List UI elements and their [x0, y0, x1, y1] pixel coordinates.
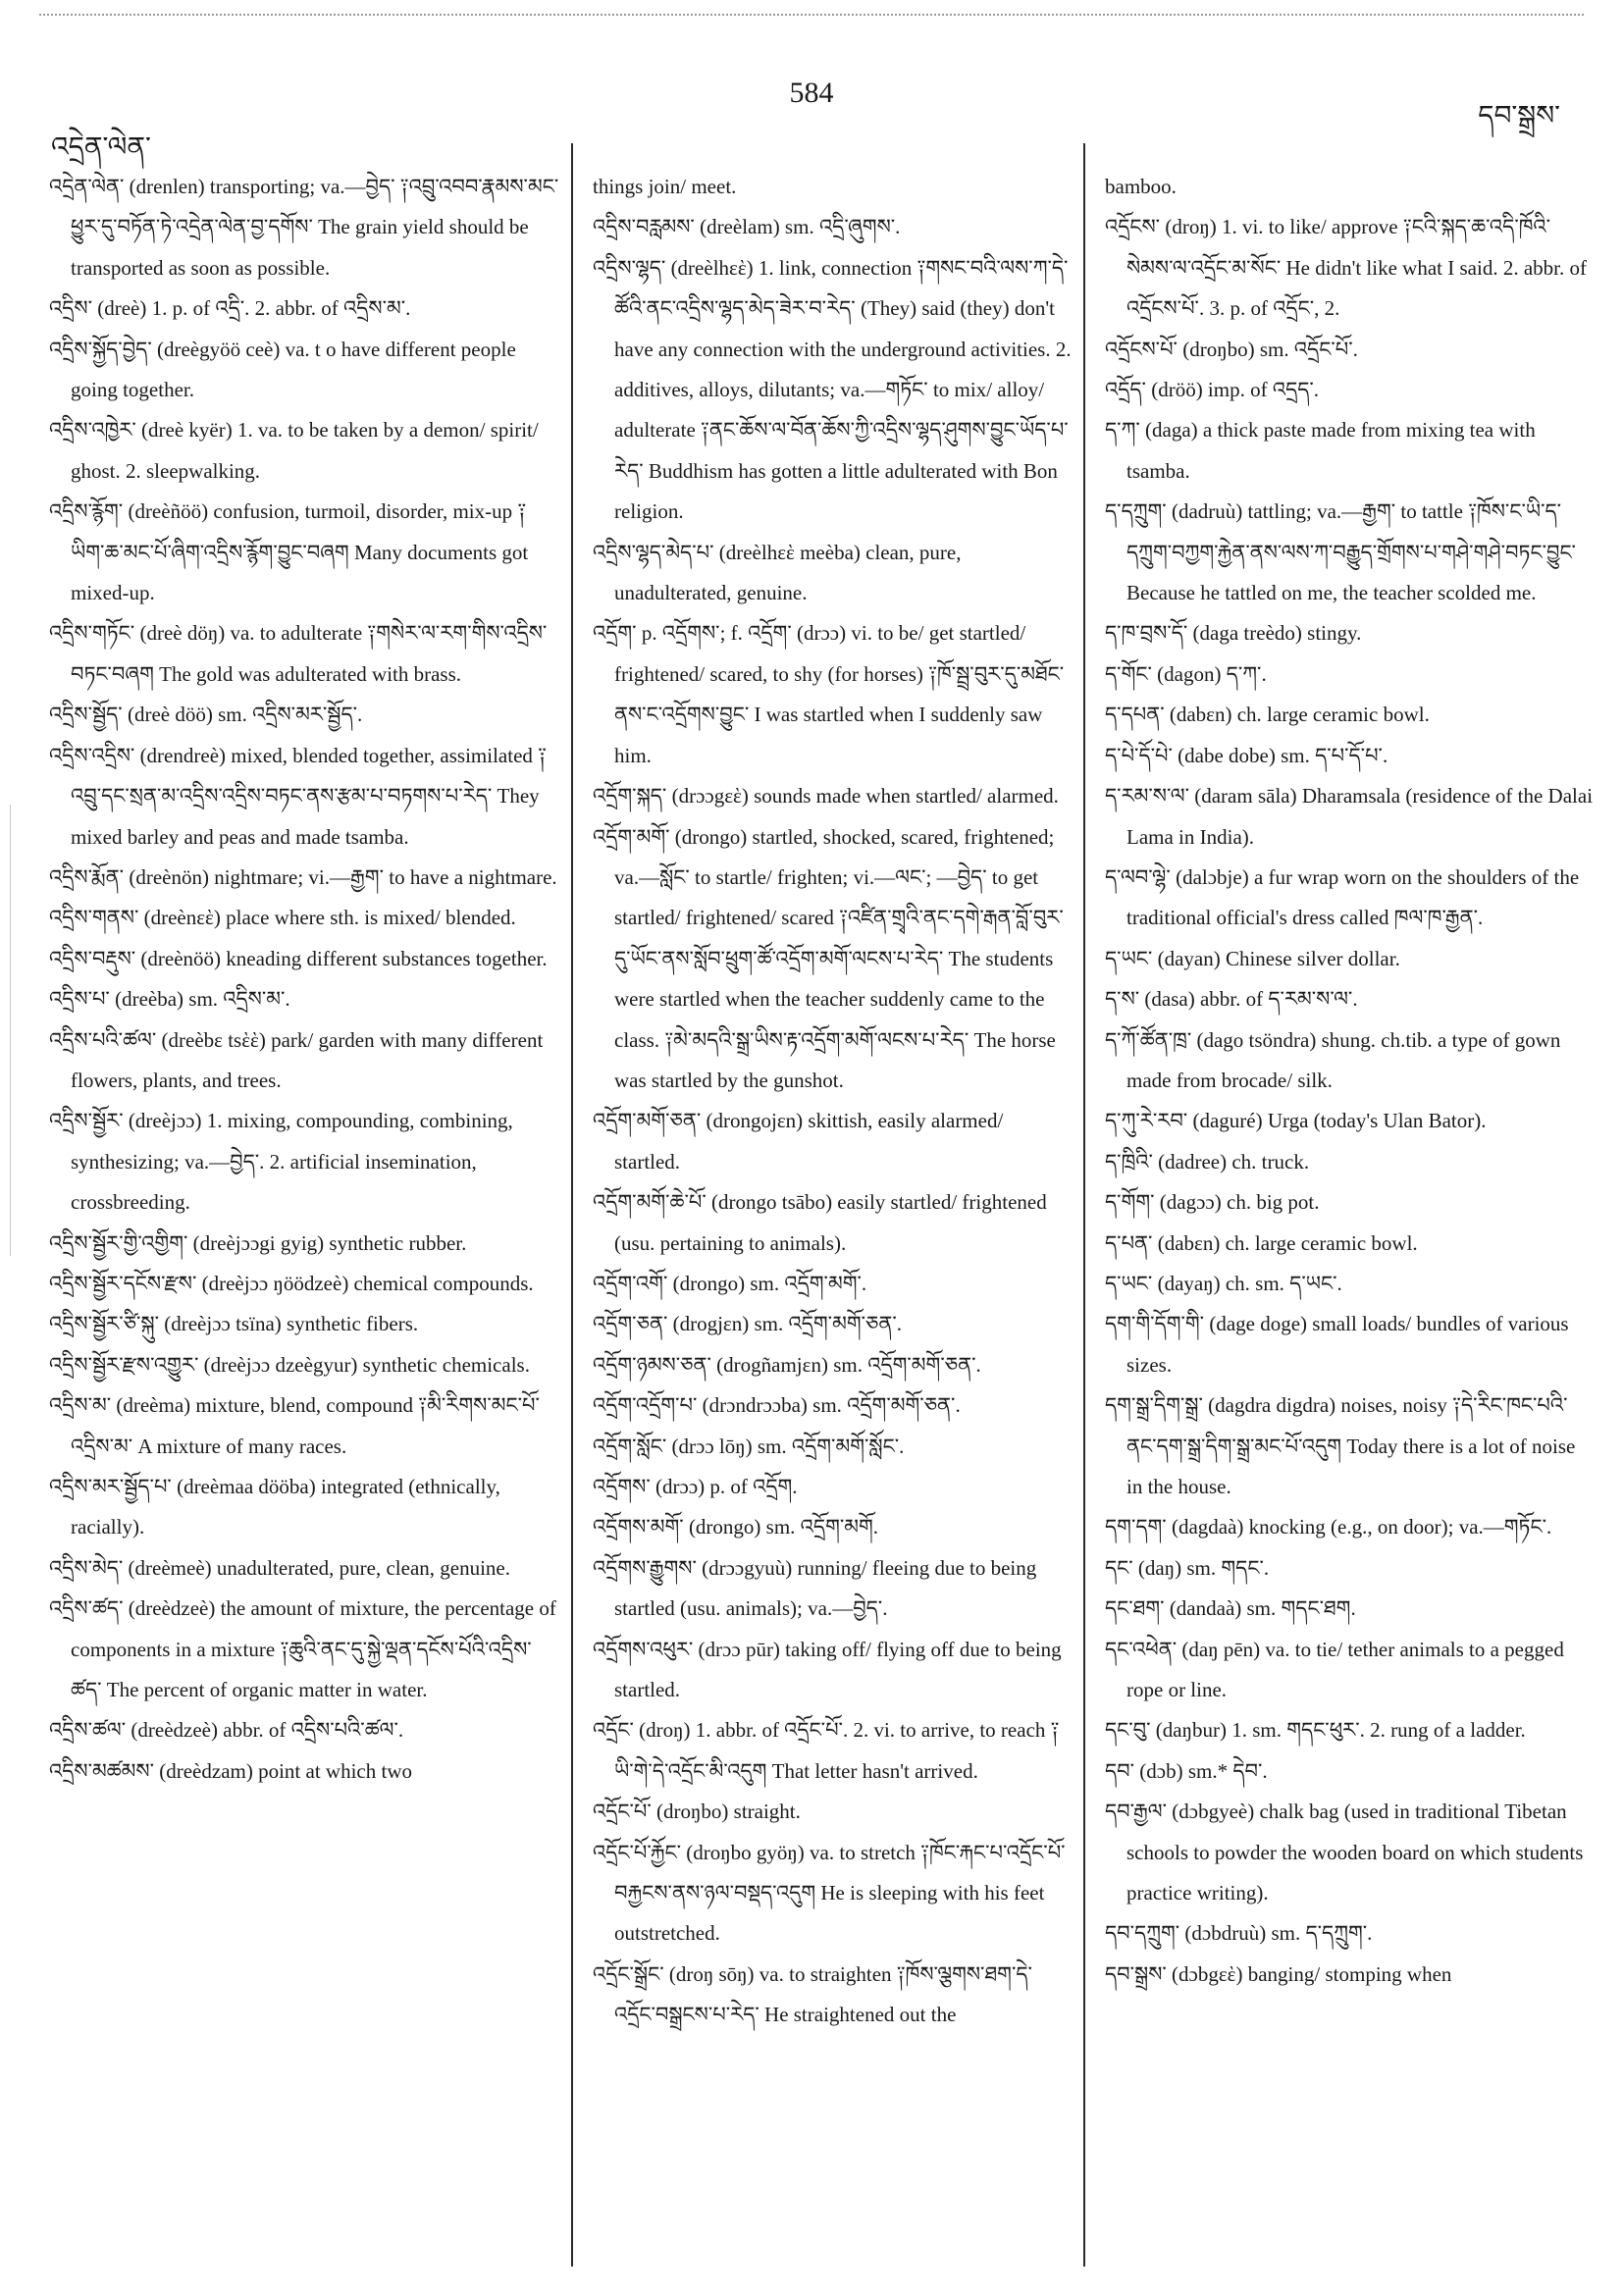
dictionary-entry: འདྲིས་རྨོན་ (dreènön) nightmare; vi.—རྒྱག་ to have a nightmare.	[49, 864, 557, 889]
dictionary-entry: དང་ (daŋ) sm. གདང་.	[1105, 1555, 1270, 1580]
dictionary-entry: འདྲིས་བརླམས་ (dreèlam) sm. འདྲི་ཞུགས་.	[593, 215, 901, 239]
dictionary-entry: ད་གོང་ (dagon) ད་ཀ་.	[1105, 661, 1267, 686]
dictionary-entry: འདྲིས་འཁྱེར་ (dreè kyër) 1. va. to be taken by a demon/ spirit/ ghost. 2. sleepwalking.	[49, 418, 539, 483]
dictionary-entry: ད་ཀོ་ཚོན་ཁྲ་ (dago tsöndra) shung. ch.tib. a type of gown made from brocade/ silk.	[1105, 1027, 1561, 1092]
dictionary-entry: ད་ཁ་བྲས་དོ་ (daga treèdo) stingy.	[1105, 621, 1362, 646]
dictionary-entry: འདྲོགས་ (drɔɔ) p. of འདྲོག.	[593, 1475, 798, 1498]
dictionary-entry: ད་གོག་ (dagɔɔ) ch. big pot.	[1105, 1190, 1320, 1215]
dictionary-entry: འདྲིས་པ་ (dreèba) sm. འདྲིས་མ་.	[49, 987, 290, 1012]
dictionary-entry: འདྲིས་མར་སྦྱོད་པ་ (dreèmaa dööba) integrated (ethnically, racially).	[49, 1475, 500, 1539]
dictionary-entry: འདྲིས་བརྡུས་ (dreènöö) kneading different substances together.	[49, 946, 548, 970]
dictionary-entry: འདྲིས་མེད་ (dreèmeè) unadulterated, pure, clean, genuine.	[49, 1555, 510, 1580]
dictionary-entry: འདྲོང་སྒྲོང་ (droŋ sōŋ) va. to straighten ༑ཁོས་ལྕགས་ཐག་དེ་འདྲོང་བསྒྲངས་པ་རེད་ He straightened out the	[593, 1961, 1032, 2027]
dictionary-entry: ད་པེ་དོ་པེ་ (dabe dobe) sm. ད་པ་དོ་པ་.	[1105, 743, 1388, 767]
dictionary-entry: ད་དཀྲུག་ (dadruù) tattling; va.—རྒྱག་ to tattle ༑ཁོས་ང་ཡི་ད་དཀྲུག་བཀྱག་རྐྱེན་ནས་ལས་ཀ་བརྒྱུད་གྲོགས་པ་གཤེ་གཤེ་བཏང་བྱུང་ Because he tattled on me, the teacher scolded me.	[1105, 499, 1576, 605]
dictionary-entry: འདྲིས་ལྷད་ (dreèlhεὲ) 1. link, connection ༑གསང་བའི་ལས་ཀ་དེ་ཚོའི་ནང་འདྲིས་ལྷད་མེད་ཟེར་བ་རེད་ (They) said (they) don't have any connection with the underground activities. 2. additives, alloys, dilutants; va.—གཏོང་ to mix/ alloy/ adulterate ༑ནང་ཆོས་ལ་བོན་ཆོས་ཀྱི་འདྲིས་ལྷད་ཤུགས་བྱུང་ཡོད་པ་རེད་ Buddhism has gotten a little adulterated with Bon religion.	[593, 255, 1072, 524]
dictionary-entry: ད་ལབ་ལྷེ་ (dalɔbje) a fur wrap worn on the shoulders of the traditional official's dress called ཁལ་ཁ་རྒྱན་.	[1105, 864, 1580, 930]
dictionary-entry: འདྲིས་ཚད་ (dreèdzeè) the amount of mixture, the percentage of components in a mixture ༑ཆུའི་ནང་དུ་སྐྱེ་ལྡན་དངོས་པོའི་འདྲིས་ཚད་ The percent of organic matter in water.	[49, 1596, 556, 1702]
dictionary-entry: ད་ཁྲིའི་ (dadree) ch. truck.	[1105, 1149, 1310, 1174]
scan-margin-line	[10, 805, 11, 1256]
dictionary-entry: ད་ས་ (dasa) abbr. of ད་རམ་ས་ལ་.	[1105, 987, 1358, 1012]
running-head-right: དབ་སྒྲས་	[1478, 101, 1560, 131]
dictionary-entry: འདྲིས་ཚལ་ (dreèdzeè) abbr. of འདྲིས་པའི་ཚལ་.	[49, 1718, 404, 1743]
running-head-left: འདྲེན་ལེན་	[51, 132, 151, 163]
dictionary-entry: འདྲོག་མགོ་ཆེ་པོ་ (drongo tsābo) easily startled/ frightened (usu. pertaining to animals).	[593, 1190, 1047, 1255]
dictionary-entry: འདྲིས་གནས་ (dreènεὲ) place where sth. is mixed/ blended.	[49, 906, 516, 930]
dictionary-entry: things join/ meet.	[593, 175, 737, 198]
dictionary-entry: འདྲོངས་ (droŋ) 1. vi. to like/ approve ༑ངའི་སྐད་ཆ་འདི་ཁོའི་སེམས་ལ་འདྲོང་མ་སོང་ He didn't like what I said. 2. abbr. of འདྲོངས་པོ་. 3. p. of འདྲོང་, 2.	[1105, 215, 1587, 321]
dictionary-entry: འདྲིས་སྦྱོད་ (dreè döö) sm. འདྲིས་མར་སྦྱོད་.	[49, 703, 363, 727]
dictionary-entry: ད་ཀུ་རེ་རབ་ (daguré) Urga (today's Ulan Bator).	[1105, 1109, 1487, 1133]
dictionary-entry: འདྲིས་སྦྱོར་གྱི་འགྱིག་ (dreèjɔɔgi gyig) synthetic rubber.	[49, 1230, 467, 1255]
dictionary-entry: འདྲིས་ (dreè) 1. p. of འདྲི་. 2. abbr. of འདྲིས་མ་.	[49, 296, 411, 321]
dictionary-entry: འདྲིས་སྦྱོར་རྫས་འགྱུར་ (dreèjɔɔ dzeègyur) synthetic chemicals.	[49, 1352, 530, 1377]
dictionary-entry: འདྲིས་སྐྱོད་བྱེད་ (dreègyöö ceè) va. t o have different people going together.	[49, 337, 516, 402]
dictionary-entry: ད་པན་ (dabεn) ch. large ceramic bowl.	[1105, 1230, 1418, 1255]
dictionary-entry: འདྲོགས་མགོ་ (drongo) sm. འདྲོག་མགོ.	[593, 1515, 879, 1539]
dictionary-entry: འདྲོག་འདྲོག་པ་ (drɔndrɔɔba) sm. འདྲོག་མགོ་ཅན་.	[593, 1393, 961, 1418]
dictionary-entry: འདྲིས་རྙོག་ (dreèñöö) confusion, turmoil, disorder, mix-up ༑ཡིག་ཆ་མང་པོ་ཞིག་འདྲིས་རྙོག་བྱུང་བཞག Many documents got mixed-up.	[49, 499, 529, 605]
dictionary-entry: འདྲིས་སྦྱོར་དངོས་རྫས་ (dreèjɔɔ ŋöödzeè) chemical compounds.	[49, 1271, 534, 1295]
dictionary-entry: ད་ཡང་ (dayan) Chinese silver dollar.	[1105, 946, 1400, 970]
dictionary-entry: འདྲིས་གཏོང་ (dreè döŋ) va. to adulterate ༑གསེར་ལ་རག་གིས་འདྲིས་བཏང་བཞག The gold was adulterated with brass.	[49, 621, 548, 686]
dictionary-entry: འདྲོགས་རྒྱུགས་ (drɔɔgyuù) running/ fleeing due to being startled (usu. animals); va.—བྱེད་.	[593, 1555, 1037, 1621]
dictionary-column-3	[1105, 167, 1596, 2247]
dictionary-entry: དབ་སྒྲས་ (dɔbgεὲ) banging/ stomping when	[1105, 1961, 1452, 1986]
dictionary-entry: དབ་རྒྱལ་ (dɔbgyeè) chalk bag (used in traditional Tibetan schools to powder the wooden board on which students practice writing).	[1105, 1800, 1584, 1905]
dictionary-entry: དག་སྒྲ་དིག་སྒྲ་ (dagdra digdra) noises, noisy ༑དེ་རིང་ཁང་པའི་ནང་དག་སྒྲ་དིག་སྒྲ་མང་པོ་འདུག Today there is a lot of noise in the house.	[1105, 1393, 1576, 1498]
dictionary-entry: དབ་དཀྲུག་ (dɔbdruù) sm. ད་དཀྲུག་.	[1105, 1921, 1373, 1946]
dictionary-entry: འདྲིས་མ་ (dreèma) mixture, blend, compound ༑མི་རིགས་མང་པོ་འདྲིས་མ་ A mixture of many races.	[49, 1393, 540, 1458]
dictionary-entry: འདྲོག་ p. འདྲོགས་; f. འདྲོག་ (drɔɔ) vi. to be/ get startled/ frightened/ scared, to shy (for horses) ༑ཁོ་སྦྲ་བུར་དུ་མཐོང་ནས་ང་འདྲོགས་བྱུང་ I was startled when I suddenly saw him.	[593, 621, 1065, 767]
dictionary-entry: འདྲོག་འགོ་ (drongo) sm. འདྲོག་མགོ་.	[593, 1271, 867, 1295]
dictionary-entry: དག་གི་དོག་གི་ (dage doge) small loads/ bundles of various sizes.	[1105, 1312, 1569, 1377]
dictionary-entry: འདྲོང་པོ་ (droŋbo) straight.	[593, 1800, 801, 1824]
dictionary-entry: འདྲིས་པའི་ཚལ་ (dreèbε tsὲὲ) park/ garden with many different flowers, plants, and trees.	[49, 1027, 544, 1092]
column-rule-1	[571, 143, 573, 2267]
dictionary-entry: འདྲིས་ལྷད་མེད་པ་ (dreèlhεὲ meèba) clean, pure, unadulterated, genuine.	[593, 540, 962, 605]
dictionary-entry: འདྲིས་མཚམས་ (dreèdzam) point at which two	[49, 1758, 412, 1783]
dictionary-entry: འདྲོད་ (dröö) imp. of འདྲད་.	[1105, 378, 1320, 402]
dictionary-entry: ད་དཔན་ (dabεn) ch. large ceramic bowl.	[1105, 703, 1430, 727]
dictionary-entry: འདྲེན་ལེན་ (drenlen) transporting; va.—བྱེད་ ༑འབྲུ་འབབ་རྣམས་མང་ཕྱུར་དུ་བཏོན་ཏེ་འདྲེན་ལེན་བྱ་དགོས་ The grain yield should be transported as soon as possible.	[49, 175, 559, 280]
dictionary-column-1	[49, 167, 559, 2247]
page-number: 584	[789, 77, 834, 109]
dictionary-entry: ད་རམ་ས་ལ་ (daram sāla) Dharamsala (residence of the Dalai Lama in India).	[1105, 784, 1594, 849]
dictionary-entry: ད་ཀ་ (daga) a thick paste made from mixing tea with tsamba.	[1105, 418, 1536, 483]
dictionary-entry: འདྲོག་སྐད་ (drɔɔgεὲ) sounds made when startled/ alarmed.	[593, 784, 1059, 809]
dictionary-entry: འདྲོག་ཉམས་ཅན་ (drogñamjεn) sm. འདྲོག་མགོ་ཅན་.	[593, 1352, 981, 1377]
dictionary-entry: དང་ཐག་ (dandaà) sm. གདང་ཐག.	[1105, 1596, 1356, 1621]
column-rule-2	[1083, 143, 1085, 2267]
dictionary-entry: དང་འཕེན་ (daŋ pēn) va. to tie/ tether animals to a pegged rope or line.	[1105, 1637, 1564, 1702]
dictionary-column-2	[593, 167, 1072, 2247]
dictionary-entry: འདྲིས་འདྲིས་ (drendreè) mixed, blended together, assimilated ༑འབྲུ་དང་སྲན་མ་འདྲིས་འདྲིས་བཏང་ནས་རྩམ་པ་བཏགས་པ་རེད་ They mixed barley and peas and made tsamba.	[49, 743, 548, 849]
dictionary-entry: ད་ཡང་ (dayaŋ) ch. sm. ད་ཡང་.	[1105, 1271, 1342, 1295]
scan-top-edge	[39, 14, 1584, 18]
dictionary-entry: དང་བུ་ (daŋbur) 1. sm. གདང་ཕུར་. 2. rung of a ladder.	[1105, 1718, 1526, 1743]
dictionary-entry: དག་དག་ (dagdaà) knocking (e.g., on door); va.—གཏོང་.	[1105, 1515, 1552, 1539]
dictionary-entry: འདྲོག་མགོ་ (drongo) startled, shocked, scared, frightened; va.—སློང་ to startle/ frighten; vi.—ལང་; —བྱེད་ to get startled/ frightened/ scared ༑འཛིན་གྲྭའི་ནང་དགེ་རྒན་བློ་བུར་དུ་ཡོང་ནས་སློབ་ཕྲུག་ཚོ་འདྲོག་མགོ་ལངས་པ་རེད་ The students were startled when the teacher suddenly came to the class. ༑མེ་མདའི་སྒྲ་ཡིས་རྟ་འདྲོག་མགོ་ལངས་པ་རེད་ The horse was startled by the gunshot.	[593, 824, 1064, 1092]
dictionary-entry: འདྲིས་སྦྱོར་ཙི་སྐུ་ (dreèjɔɔ tsïna) synthetic fibers.	[49, 1312, 419, 1336]
dictionary-entry: དབ་ (dɔb) sm.* དེབ་.	[1105, 1758, 1268, 1783]
dictionary-entry: འདྲོགས་འཕུར་ (drɔɔ pūr) taking off/ flying off due to being startled.	[593, 1637, 1062, 1702]
dictionary-entry: འདྲོག་སློང་ (drɔɔ lōŋ) sm. འདྲོག་མགོ་སློང་.	[593, 1434, 905, 1458]
dictionary-entry: འདྲོང་ (droŋ) 1. abbr. of འདྲོང་པོ་. 2. vi. to arrive, to reach ༑ཡི་གེ་དེ་འདྲོང་མི་འདུག That letter hasn't arrived.	[593, 1718, 1060, 1783]
dictionary-entry: འདྲིས་སྦྱོར་ (dreèjɔɔ) 1. mixing, compounding, combining, synthesizing; va.—བྱེད་. 2. artificial insemination, crossbreeding.	[49, 1109, 513, 1215]
dictionary-entry: bamboo.	[1105, 175, 1177, 198]
dictionary-entry: འདྲོག་ཅན་ (drogjεn) sm. འདྲོག་མགོ་ཅན་.	[593, 1312, 903, 1336]
dictionary-entry: འདྲོག་མགོ་ཅན་ (drongojεn) skittish, easily alarmed/ startled.	[593, 1109, 1004, 1174]
dictionary-entry: འདྲོངས་པོ་ (droŋbo) sm. འདྲོང་པོ་.	[1105, 337, 1358, 361]
dictionary-entry: འདྲོང་པོ་རྐྱོང་ (droŋbo gyöŋ) va. to stretch ༑ཁོང་རྐང་པ་འདྲོང་པོ་བརྐྱངས་ནས་ཉལ་བསྡད་འདུག He is sleeping with his feet outstretched.	[593, 1840, 1066, 1946]
